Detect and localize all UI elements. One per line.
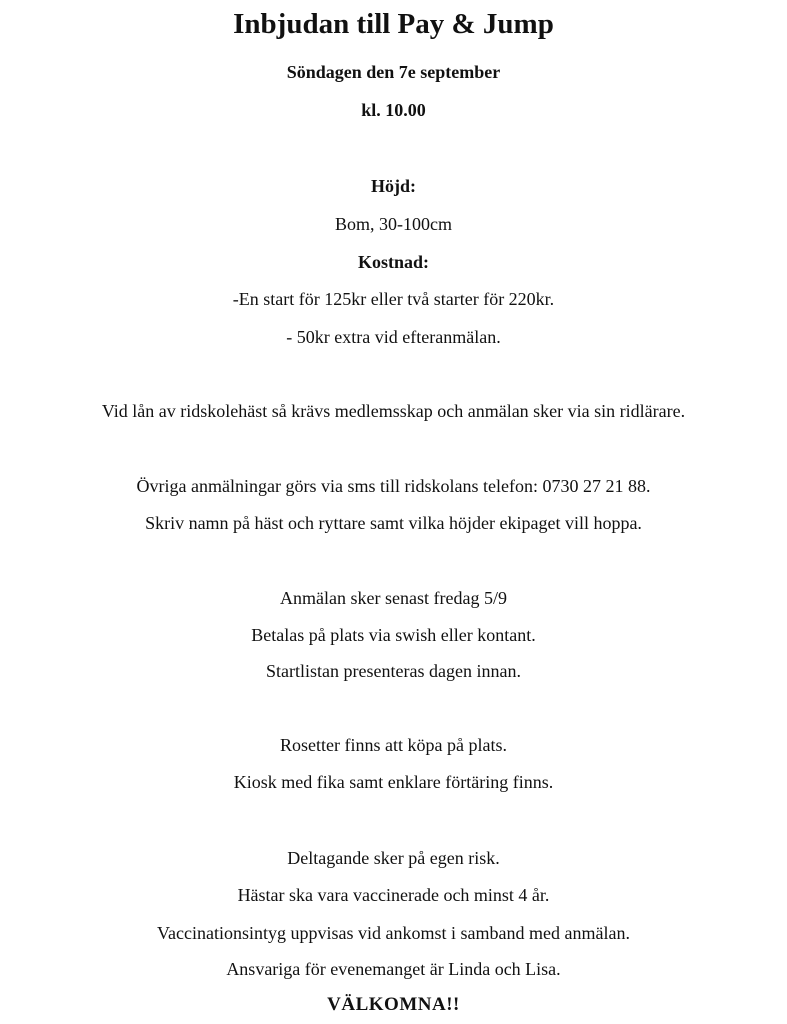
onsite-line-2: Kiosk med fika samt enklare förtäring finns. bbox=[233, 772, 554, 792]
deadline-line-2: Betalas på plats via swish eller kontant. bbox=[251, 625, 536, 645]
registration-line-2: Skriv namn på häst och ryttare samt vilka höjder ekipaget vill hoppa. bbox=[145, 513, 642, 533]
registration-line-1: Övriga anmälningar görs via sms till ridskolans telefon: 0730 27 21 88. bbox=[136, 476, 651, 496]
deadline-line-3: Startlistan presenteras dagen innan. bbox=[266, 661, 521, 681]
deadline-line-1: Anmälan sker senast fredag 5/9 bbox=[280, 588, 507, 608]
event-date: Söndagen den 7e september bbox=[286, 62, 501, 82]
riding-school-info: Vid lån av ridskolehäst så krävs medlemsskap och anmälan sker via sin ridlärare. bbox=[101, 401, 686, 421]
rules-line-3: Vaccinationsintyg uppvisas vid ankomst i samband med anmälan. bbox=[157, 923, 630, 943]
onsite-line-1: Rosetter finns att köpa på plats. bbox=[280, 735, 507, 755]
rules-line-2: Hästar ska vara vaccinerade och minst 4 år. bbox=[237, 885, 550, 905]
event-time: kl. 10.00 bbox=[361, 100, 426, 120]
document-title: Inbjudan till Pay & Jump bbox=[233, 8, 554, 40]
welcome-text: VÄLKOMNA!! bbox=[327, 994, 460, 1015]
height-value: Bom, 30-100cm bbox=[335, 214, 452, 234]
cost-heading: Kostnad: bbox=[357, 252, 429, 272]
rules-line-4: Ansvariga för evenemanget är Linda och Lisa. bbox=[226, 959, 561, 979]
height-heading: Höjd: bbox=[371, 176, 416, 196]
cost-line-2: - 50kr extra vid efteranmälan. bbox=[286, 327, 501, 347]
rules-line-1: Deltagande sker på egen risk. bbox=[287, 848, 500, 868]
cost-line-1: -En start för 125kr eller två starter för 220kr. bbox=[232, 289, 555, 309]
